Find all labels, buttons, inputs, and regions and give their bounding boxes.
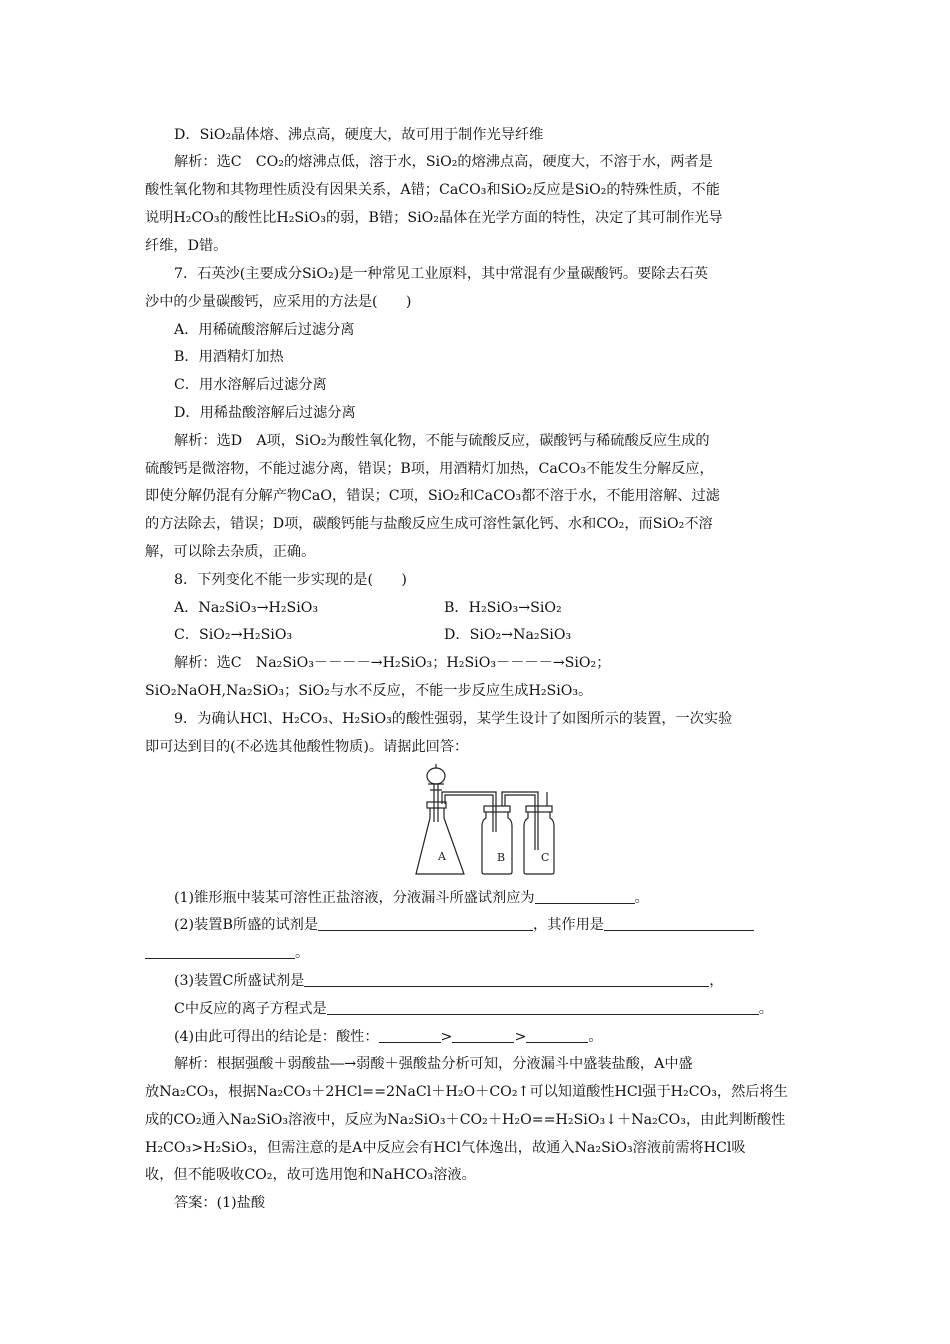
q9-explanation-line: 收，但不能吸收CO₂，故可选用饱和NaHCO₃溶液。: [145, 1167, 476, 1183]
flask-a-label: A: [438, 850, 446, 863]
answer-blank[interactable]: [327, 1002, 759, 1015]
q9-part-1-text: (1)锥形瓶中装某可溶性正盐溶液，分液漏斗所盛试剂应为: [174, 890, 535, 906]
punctuation: 。: [634, 890, 649, 906]
answer-blank[interactable]: [535, 891, 635, 904]
q9-part-3b: [174, 1002, 773, 1016]
q9-explanation-line: H₂CO₃>H₂SiO₃，但需注意的是A中反应会有HCl气体逸出，故通入Na₂SiO₃溶液前需将HCl吸: [145, 1140, 746, 1156]
q9-part-2-text: ，其作用是: [533, 917, 604, 933]
q7-option-b: B．用酒精灯加热: [174, 349, 284, 365]
greater-than-sign: >: [514, 1029, 527, 1045]
q9-part-2-text: (2)装置B所盛的试剂是: [174, 917, 319, 933]
q9-part-3b-text: C中反应的离子方程式是: [174, 1001, 327, 1017]
answer-blank[interactable]: [604, 918, 754, 931]
q8-options-row: [174, 628, 774, 642]
punctuation: 。: [758, 1001, 773, 1017]
answer-blank[interactable]: [452, 1030, 514, 1043]
apparatus-diagram: [414, 762, 584, 880]
q8-explanation-line: 解析：选C Na₂SiO₃－－－－→H₂SiO₃；H₂SiO₃－－－－→SiO₂；: [174, 655, 611, 671]
answer-blank[interactable]: [304, 974, 709, 987]
bottle-b-label: B: [497, 851, 506, 864]
punctuation: 。: [588, 1029, 603, 1045]
answer-blank[interactable]: [318, 918, 533, 931]
q8-option-c: C．SiO₂→H₂SiO₃: [174, 627, 293, 643]
punctuation: ，: [709, 973, 724, 989]
q7-option-c: C．用水溶解后过滤分离: [174, 377, 327, 393]
q6-explanation-line: 纤维，D错。: [145, 238, 228, 254]
answer-blank[interactable]: [526, 1030, 588, 1043]
q9-part-4: [174, 1030, 603, 1044]
q9-part-2-continued: [145, 946, 309, 960]
q7-explanation-line: 硫酸钙是微溶物，不能过滤分离，错误；B项，用酒精灯加热，CaCO₃不能发生分解反应，: [145, 461, 714, 477]
q9-part-3-text: (3)装置C所盛试剂是: [174, 973, 305, 989]
q8-options-row: [174, 601, 774, 615]
q9-explanation-line: 放Na₂CO₃，根据Na₂CO₃＋2HCl==2NaCl＋H₂O＋CO₂↑可以知道酸性HCl强于H₂CO₃，然后将生: [145, 1084, 788, 1100]
q7-explanation-line: 解，可以除去杂质，正确。: [145, 544, 316, 560]
q8-option-a: A．Na₂SiO₃→H₂SiO₃: [174, 600, 319, 616]
q7-stem: 沙中的少量碳酸钙，应采用的方法是( ): [145, 294, 412, 310]
greater-than-sign: >: [440, 1029, 453, 1045]
q9-stem: 9．为确认HCl、H₂CO₃、H₂SiO₃的酸性强弱，某学生设计了如图所示的装置，一次实验: [174, 711, 733, 727]
q9-explanation-line: 解析：根据强酸＋弱酸盐―→弱酸＋强酸盐分析可知，分液漏斗中盛装盐酸，A中盛: [174, 1056, 693, 1072]
q9-part-2: [174, 918, 754, 932]
answer-blank[interactable]: [379, 1030, 441, 1043]
q7-option-d: D．用稀盐酸溶解后过滤分离: [174, 405, 356, 421]
q9-part-1: [174, 891, 649, 905]
q8-stem: 8．下列变化不能一步实现的是( ): [174, 572, 407, 588]
q8-option-b: B．H₂SiO₃→SiO₂: [444, 600, 562, 616]
bottle-c-label: C: [541, 851, 550, 864]
q9-stem: 即可达到目的(不必选其他酸性物质)。请据此回答：: [145, 739, 469, 755]
punctuation: 。: [295, 945, 310, 961]
q8-explanation-line: SiO₂NaOH,Na₂SiO₃；SiO₂与水不反应，不能一步反应生成H₂SiO₃。: [145, 683, 593, 699]
q7-explanation-line: 解析：选D A项，SiO₂为酸性氧化物，不能与硫酸反应，碳酸钙与稀硫酸反应生成的: [174, 433, 710, 449]
q7-explanation-line: 的方法除去，错误；D项，碳酸钙能与盐酸反应生成可溶性氯化钙、水和CO₂，而SiO₂不溶: [145, 516, 713, 532]
q6-explanation-line: 解析：选C CO₂的熔沸点低，溶于水，SiO₂的熔沸点高，硬度大，不溶于水，两者是: [174, 154, 713, 170]
q9-explanation-line: 成的CO₂通入Na₂SiO₃溶液中，反应为Na₂SiO₃＋CO₂＋H₂O==H₂SiO₃↓＋Na₂CO₃，由此判断酸性: [145, 1112, 786, 1128]
q8-option-d: D．SiO₂→Na₂SiO₃: [444, 627, 572, 643]
q9-part-3: [174, 974, 723, 988]
q7-option-a: A．用稀硫酸溶解后过滤分离: [174, 322, 355, 338]
q6-explanation-line: 酸性氧化物和其物理性质没有因果关系，A错；CaCO₃和SiO₂反应是SiO₂的特殊性质，不能: [145, 182, 720, 198]
q9-part-4-text: (4)由此可得出的结论是：酸性：: [174, 1029, 379, 1045]
q7-explanation-line: 即使分解仍混有分解产物CaO，错误；C项，SiO₂和CaCO₃都不溶于水，不能用溶解、过滤: [145, 488, 720, 504]
q6-option-d: D．SiO₂晶体熔、沸点高，硬度大，故可用于制作光导纤维: [174, 127, 544, 143]
q7-stem: 7．石英沙(主要成分SiO₂)是一种常见工业原料，其中常混有少量碳酸钙。要除去石英: [174, 266, 709, 282]
q6-explanation-line: 说明H₂CO₃的酸性比H₂SiO₃的弱，B错；SiO₂晶体在光学方面的特性，决定了其可制作光导: [145, 210, 723, 226]
answer-blank[interactable]: [145, 946, 295, 959]
q9-answer: 答案：(1)盐酸: [174, 1195, 266, 1211]
